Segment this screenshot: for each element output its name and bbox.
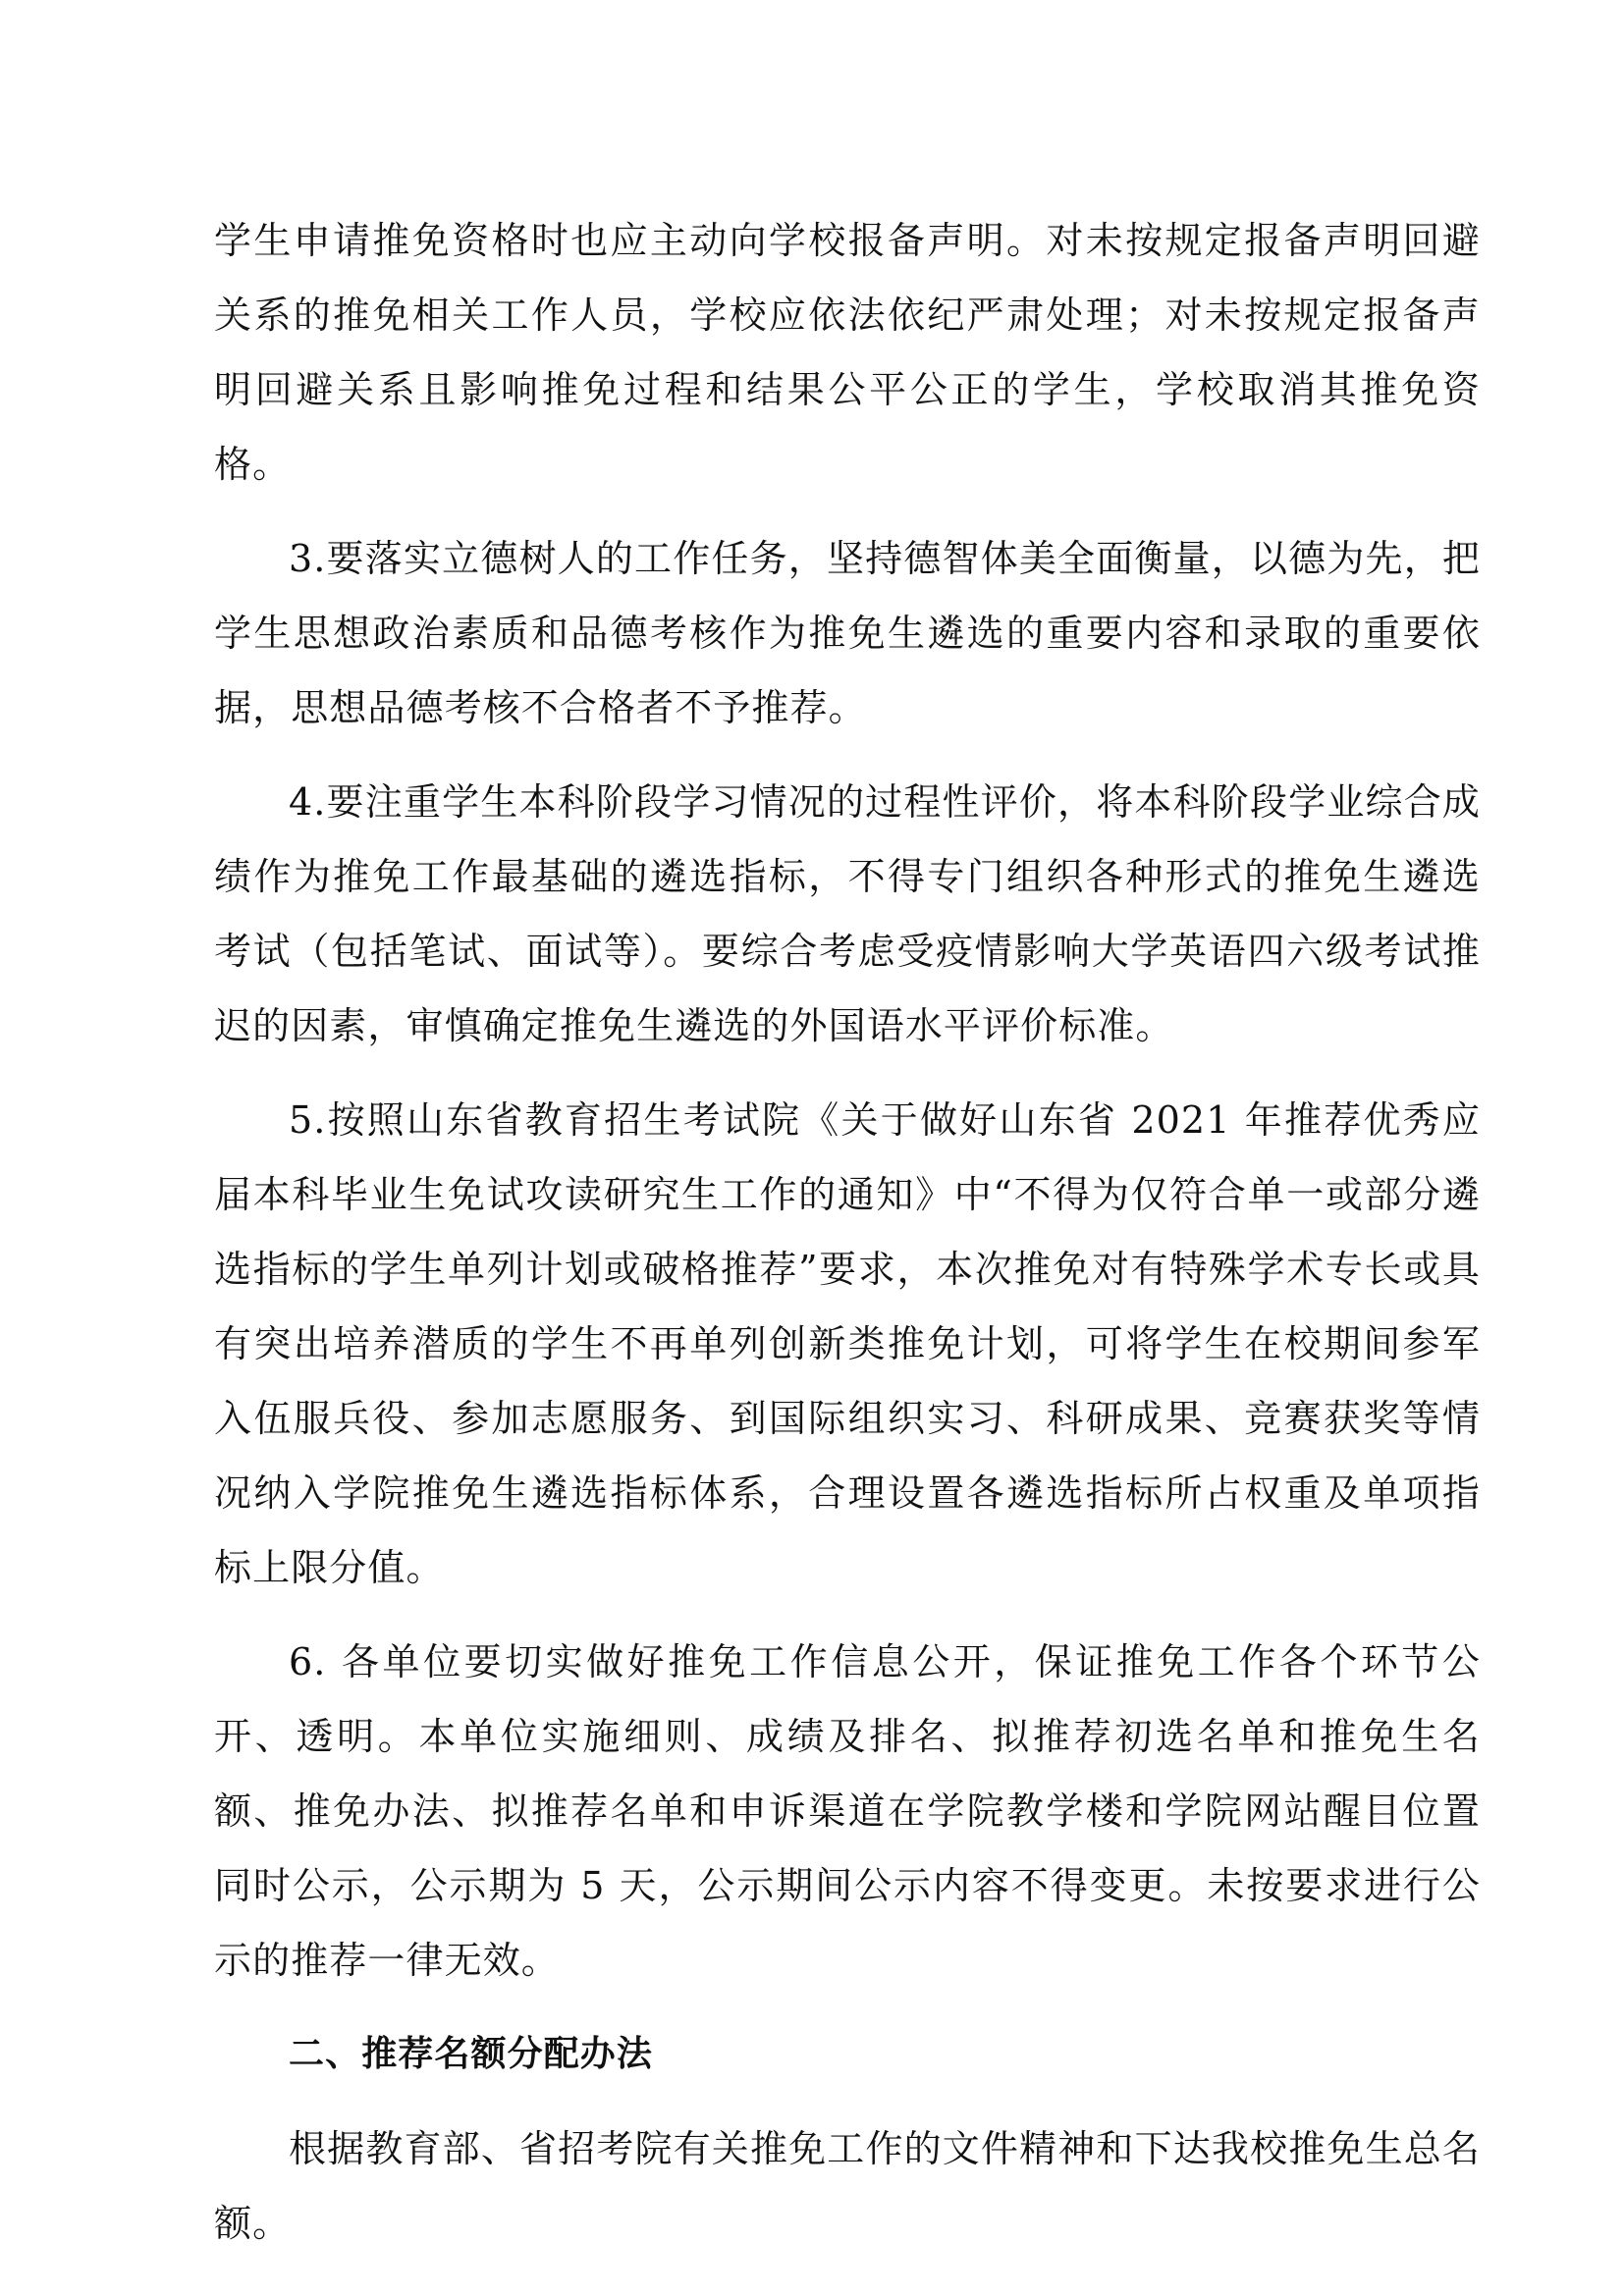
section-heading-quota-allocation: 二、推荐名额分配办法 (289, 2034, 654, 2074)
document-body (214, 203, 1481, 2261)
paragraph-recusal-declaration: 学生申请推免资格时也应主动向学校报备声明。对未按规定报备声明回避关系的推免相关工作人员，学校应依法依纪严肃处理；对未按规定报备声明回避关系且影响推免过程和结果公平公正的学生，学校取消其推免资格。 (214, 219, 1481, 486)
paragraph-item-4-academic-evaluation: 4.要注重学生本科阶段学习情况的过程性评价，将本科阶段学业综合成绩作为推免工作最基础的遴选指标，不得专门组织各种形式的推免生遴选考试（包括笔试、面试等）。要综合考虑受疫情影响大学英语四六级考试推迟的因素，审慎确定推免生遴选的外国语水平评价标准。 (214, 780, 1481, 1047)
paragraph-item-6-information-disclosure: 6. 各单位要切实做好推免工作信息公开，保证推免工作各个环节公开、透明。本单位实施细则、成绩及排名、拟推荐初选名单和推免生名额、推免办法、拟推荐名单和申诉渠道在学院教学楼和学院网站醒目位置同时公示，公示期为 5 天，公示期间公示内容不得变更。未按要求进行公示的推荐一律无效。 (214, 1640, 1481, 1982)
paragraph-quota-basis: 根据教育部、省招考院有关推免工作的文件精神和下达我校推免生总名额。 (214, 2127, 1481, 2245)
paragraph-item-3-moral-education: 3.要落实立德树人的工作任务，坚持德智体美全面衡量，以德为先，把学生思想政治素质和品德考核作为推免生遴选的重要内容和录取的重要依据，思想品德考核不合格者不予推荐。 (214, 537, 1481, 729)
paragraph-item-5-selection-indicators: 5.按照山东省教育招生考试院《关于做好山东省 2021 年推荐优秀应届本科毕业生免试攻读研究生工作的通知》中“不得为仅符合单一或部分遴选指标的学生单列计划或破格推荐”要求，本次推免对有特殊学术专长或具有突出培养潜质的学生不再单列创新类推免计划，可将学生在校期间参军入伍服兵役、参加志愿服务、到国际组织实习、科研成果、竞赛获奖等情况纳入学院推免生遴选指标体系，合理设置各遴选指标所占权重及单项指标上限分值。 (214, 1098, 1481, 1589)
